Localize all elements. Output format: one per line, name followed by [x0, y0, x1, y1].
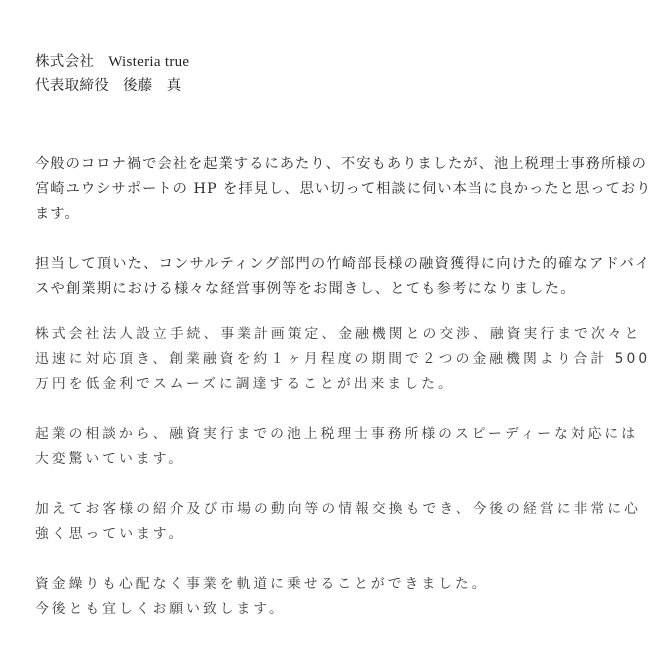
company-line — [35, 50, 189, 74]
paragraph-line: 資金繰りも心配なく事業を軌道に乗せることができました。 — [35, 576, 489, 592]
company-name: Wisteria true — [108, 54, 190, 70]
paragraph-line: 担当して頂いた、コンサルティング部門の竹崎部長様の融資獲得に向けた的確なアドバイ — [35, 256, 651, 272]
paragraph-line: 強く思っています。 — [35, 526, 186, 542]
paragraph-line: 今般のコロナ禍で会社を起業するにあたり、不安もありましたが、池上税理士事務所様の — [35, 156, 647, 172]
author-given-name: 真 — [166, 78, 182, 94]
paragraph-1 — [35, 152, 651, 227]
paragraph-line: 大変驚いています。 — [35, 451, 186, 467]
author-surname: 後藤 — [123, 78, 153, 94]
paragraph-line: 今後とも宜しくお願い致します。 — [35, 601, 286, 617]
paragraph-line: 株式会社法人設立手続、事業計画策定、金融機関との交渉、融資実行まで次々と — [35, 326, 642, 342]
author-signature — [35, 50, 189, 98]
paragraph-line: 宮崎ユウシサポートの HP を拝見し、思い切って相談に伺い本当に良かったと思っており — [35, 181, 652, 197]
paragraph-6 — [35, 572, 489, 622]
paragraph-line: 万円を低金利でスムーズに調達することが出来ました。 — [35, 376, 455, 392]
paragraph-3 — [35, 322, 650, 397]
paragraph-4 — [35, 422, 638, 472]
paragraph-line: 加えてお客様の紹介及び市場の動向等の情報交換もでき、今後の経営に非常に心 — [35, 501, 641, 517]
paragraph-line: 迅速に対応頂き、創業融資を約１ヶ月程度の期間で２つの金融機関より合計 500 — [35, 351, 651, 367]
paragraph-line: ます。 — [35, 206, 80, 222]
paragraph-2 — [35, 252, 650, 302]
paragraph-line: 起業の相談から、融資実行までの池上税理士事務所様のスピーディーな対応には — [35, 426, 639, 442]
paragraph-line: スや創業期における様々な経営事例等をお聞きし、とても参考になりました。 — [35, 281, 576, 297]
author-title: 代表取締役 — [35, 78, 109, 94]
paragraph-5 — [35, 497, 641, 547]
author-line — [35, 74, 189, 98]
company-prefix: 株式会社 — [35, 54, 95, 70]
